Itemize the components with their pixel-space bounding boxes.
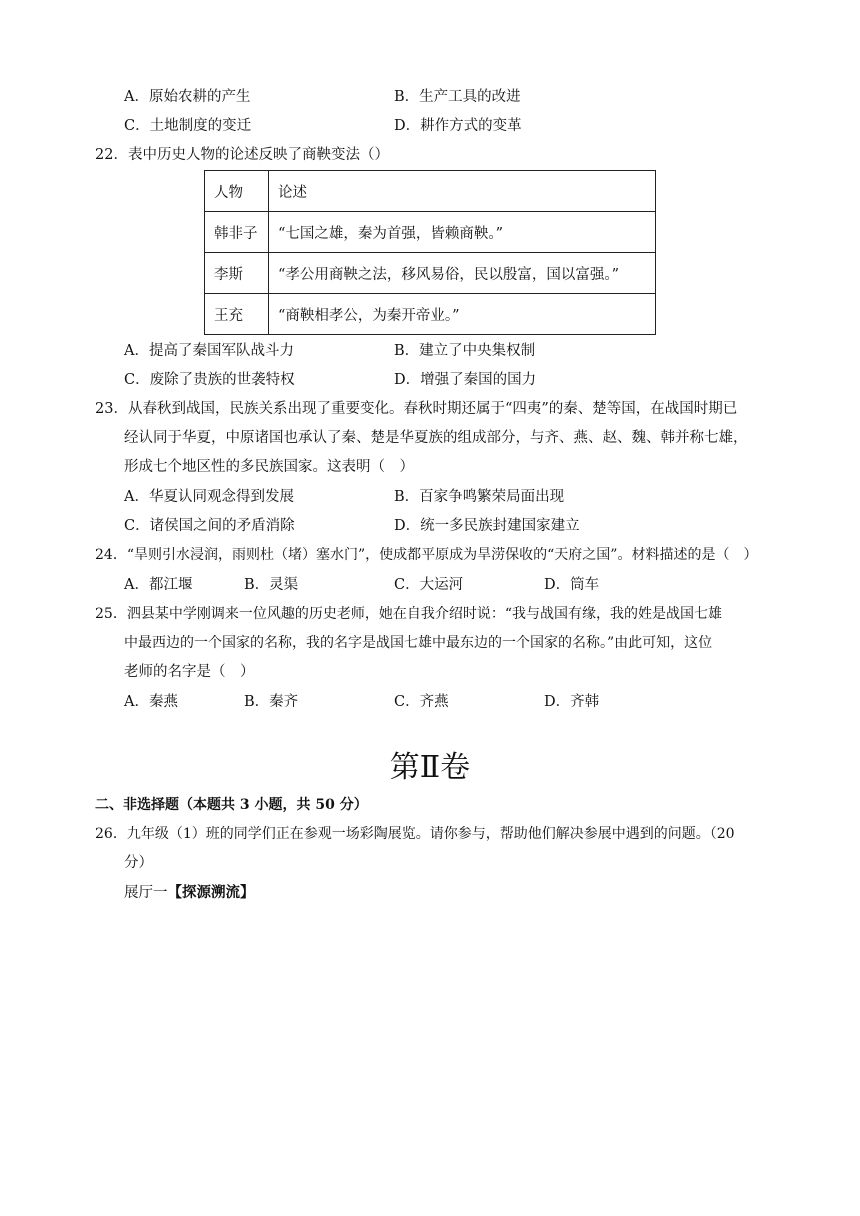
q21-option-d: D．耕作方式的变革 (394, 118, 522, 134)
q25-stem-line-1: 25．泗县某中学刚调来一位风趣的历史老师，她在自我介绍时说：“我与战国有缘，我的姓是战国七雄 (95, 606, 722, 622)
q26-stem-line-1: 26．九年级（1）班的同学们正在参观一场彩陶展览。请你参与，帮助他们解决参展中遇到的问题。（20 (95, 826, 735, 842)
table-cell-person: 韩非子 (205, 212, 269, 253)
q24-option-c: C．大运河 (394, 577, 464, 593)
q25-stem-line-2: 中最西边的一个国家的名称，我的名字是战国七雄中最东边的一个国家的名称。”由此可知，这位 (124, 635, 713, 651)
q23-stem-line-3: 形成七个地区性的多民族国家。这表明（ ） (124, 459, 414, 475)
q25-option-b: B．秦齐 (244, 694, 299, 710)
q22-option-b: B．建立了中央集权制 (394, 343, 536, 359)
q21-option-a: A．原始农耕的产生 (124, 89, 251, 105)
table-cell-statement: “商鞅相孝公，为秦开帝业。” (269, 294, 656, 335)
q21-option-b: B．生产工具的改进 (394, 89, 521, 105)
table-row (205, 294, 656, 335)
table-cell-statement: “孝公用商鞅之法，移风易俗，民以殷富，国以富强。” (269, 253, 656, 294)
table-header-person: 人物 (205, 171, 269, 212)
table-cell-statement: “七国之雄，秦为首强，皆赖商鞅。” (269, 212, 656, 253)
q25-option-c: C．齐燕 (394, 694, 449, 710)
q23-option-d: D．统一多民族封建国家建立 (394, 518, 580, 534)
hall-title: 【探源溯流】 (167, 884, 255, 901)
q25-option-d: D．齐韩 (544, 694, 600, 710)
part-title: 第Ⅱ卷 (389, 750, 471, 785)
table-row (205, 253, 656, 294)
q23-option-a: A．华夏认同观念得到发展 (124, 489, 294, 505)
q21-option-c: C．土地制度的变迁 (124, 118, 252, 134)
q22-option-a: A．提高了秦国军队战斗力 (124, 343, 294, 359)
table-header-row (205, 171, 656, 212)
q23-option-b: B．百家争鸣繁荣局面出现 (394, 489, 565, 505)
hall-heading (124, 883, 255, 903)
q25-stem-line-3: 老师的名字是（ ） (124, 664, 255, 680)
hall-label: 展厅一 (124, 885, 168, 901)
q24-option-d: D．筒车 (544, 577, 600, 593)
section-heading: 二、非选择题（本题共 3 小题，共 50 分） (95, 797, 368, 813)
q24-option-b: B．灵渠 (244, 577, 299, 593)
q22-stem: 22．表中历史人物的论述反映了商鞅变法（） (95, 147, 389, 163)
q24-stem: 24．“旱则引水浸润，雨则杜（堵）塞水门”，使成都平原成为旱涝保收的“天府之国”。材料描述的是（ ） (95, 547, 758, 563)
q23-stem-line-1: 23．从春秋到战国，民族关系出现了重要变化。春秋时期还属于“四夷”的秦、楚等国，在战国时期已 (95, 401, 738, 417)
table-cell-person: 王充 (205, 294, 269, 335)
q23-option-c: C．诸侯国之间的矛盾消除 (124, 518, 295, 534)
table-row (205, 212, 656, 253)
q23-stem-line-2: 经认同于华夏，中原诸国也承认了秦、楚是华夏族的组成部分，与齐、燕、赵、魏、韩并称七雄， (124, 430, 748, 446)
table-cell-person: 李斯 (205, 253, 269, 294)
q22-option-c: C．废除了贵族的世袭特权 (124, 372, 295, 388)
table-header-statement: 论述 (269, 171, 656, 212)
q22-option-d: D．增强了秦国的国力 (394, 372, 537, 388)
q22-table (204, 170, 656, 335)
q25-option-a: A．秦燕 (124, 694, 178, 710)
q26-stem-line-2: 分） (124, 855, 153, 871)
q24-option-a: A．都江堰 (124, 577, 193, 593)
